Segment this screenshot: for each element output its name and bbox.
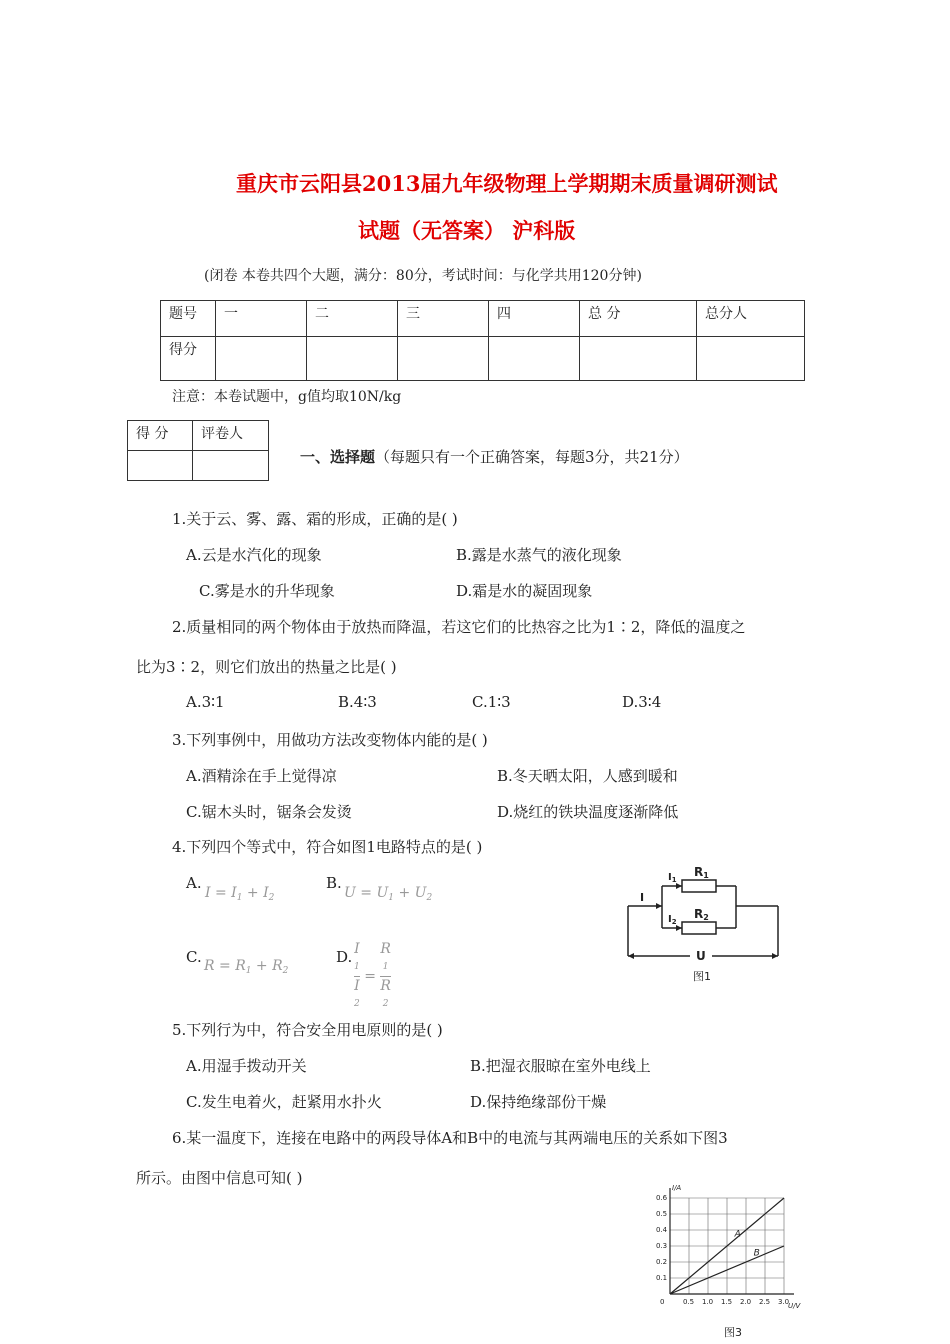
score-header-1: 一 (216, 301, 307, 337)
score-header-grader: 总分人 (697, 301, 805, 337)
section-1-heading (300, 446, 689, 467)
title-line-2: 试题（无答案） 沪科版 (358, 218, 576, 243)
resistor-r1 (682, 880, 716, 892)
q6-stem-line-2: 所示。由图中信息可知( ) (136, 1169, 303, 1187)
q5-stem: 5.下列行为中，符合安全用电原则的是( ) (172, 1021, 443, 1039)
x-tick-label: 0.5 (683, 1298, 695, 1306)
arrow-icon (656, 903, 662, 909)
q5-option-a: A.用湿手拨动开关 (186, 1057, 307, 1075)
y-tick-label: 0.6 (656, 1194, 668, 1202)
arrow-icon (676, 925, 682, 931)
q3-stem: 3.下列事例中，用做功方法改变物体内能的是( ) (172, 731, 488, 749)
q4-stem: 4.下列四个等式中，符合如图1电路特点的是( ) (172, 838, 483, 856)
x-tick-label: 3.0 (778, 1298, 790, 1306)
q2-option-c: C.1∶3 (472, 693, 511, 711)
q4-option-c-label: C. (186, 948, 202, 966)
score-row-label: 得分 (161, 337, 216, 381)
grader-table (127, 420, 269, 481)
figure-3-caption: 图3 (724, 1326, 742, 1338)
q4-formula-a: $I = I_1 + I_2$ (205, 885, 275, 903)
x-axis-label: U/V (788, 1302, 801, 1310)
section-1-title: 一、选择题 (300, 448, 376, 466)
arrow-icon (772, 953, 778, 959)
series-label-a: A (734, 1229, 741, 1240)
score-header-3: 三 (398, 301, 489, 337)
score-header-4: 四 (489, 301, 580, 337)
score-header-total: 总 分 (580, 301, 697, 337)
q4-formula-d: I 1 I 2 = R 1 R 2 (354, 940, 391, 1013)
q2-option-a: A.3∶1 (186, 693, 225, 711)
y-tick-label: 0.1 (656, 1274, 668, 1282)
q4-formula-b: $U = U_1 + U_2$ (344, 885, 433, 903)
q1-option-d: D.霜是水的凝固现象 (456, 582, 593, 600)
label-r1: R1 (694, 865, 709, 880)
x-tick-label: 2.5 (759, 1298, 771, 1306)
series-label-b: B (753, 1248, 760, 1259)
label-i: I (640, 891, 645, 904)
q3-option-c: C.锯木头时，锯条会发烫 (186, 803, 352, 821)
label-i1: $I_1$ (668, 872, 677, 884)
q5-option-c: C.发生电着火，赶紧用水扑火 (186, 1093, 382, 1111)
y-tick-label: 0.4 (656, 1226, 668, 1234)
grader-score-header: 得 分 (128, 421, 193, 451)
origin-label: 0 (660, 1298, 665, 1306)
section-1-desc: （每题只有一个正确答案，每题3分，共21分） (375, 448, 689, 466)
score-cell (398, 337, 489, 381)
x-tick-label: 2.0 (740, 1298, 752, 1306)
y-axis-label: I/A (672, 1184, 682, 1192)
title-line-1: 重庆市云阳县2013届九年级物理上学期期末质量调研测试 (236, 171, 778, 196)
label-i2: $I_2$ (668, 914, 677, 926)
q4-option-d-label: D. (336, 948, 353, 966)
arrow-icon (628, 953, 634, 959)
q2-option-d: D.3∶4 (622, 693, 662, 711)
exam-info: (闭卷 本卷共四个大题，满分：80分，考试时间：与化学共用120分钟) (204, 268, 642, 284)
score-cell (307, 337, 398, 381)
score-header-2: 二 (307, 301, 398, 337)
y-tick-label: 0.5 (656, 1210, 668, 1218)
arrow-icon (676, 883, 682, 889)
label-r2: R2 (694, 907, 709, 922)
score-cell (216, 337, 307, 381)
label-u: U (696, 949, 706, 963)
q4-option-b-label: B. (326, 874, 342, 892)
score-cell (580, 337, 697, 381)
score-header-number: 题号 (161, 301, 216, 337)
y-tick-label: 0.3 (656, 1242, 668, 1250)
score-cell (489, 337, 580, 381)
q1-option-b: B.露是水蒸气的液化现象 (456, 546, 622, 564)
q4-formula-c: $R = R_1 + R_2$ (204, 958, 289, 976)
q6-stem-line-1: 6.某一温度下，连接在电路中的两段导体A和B中的电流与其两端电压的关系如下图3 (172, 1129, 728, 1147)
q3-option-d: D.烧红的铁块温度逐渐降低 (497, 803, 679, 821)
grader-name-header: 评卷人 (193, 421, 269, 451)
figure-1-caption: 图1 (693, 970, 711, 983)
resistor-r2 (682, 922, 716, 934)
q3-option-a: A.酒精涂在手上觉得凉 (186, 767, 337, 785)
q2-stem-line-1: 2.质量相同的两个物体由于放热而降温，若这它们的比热容之比为1∶2，降低的温度之 (172, 618, 746, 636)
figure-1-circuit (620, 860, 790, 990)
score-cell (697, 337, 805, 381)
note: 注意：本卷试题中，g值均取10N/kg (172, 389, 402, 405)
q5-option-d: D.保持绝缘部份干燥 (470, 1093, 607, 1111)
q2-stem-line-2: 比为3∶2，则它们放出的热量之比是( ) (136, 658, 397, 676)
grader-name-cell (193, 451, 269, 481)
y-tick-label: 0.2 (656, 1258, 668, 1266)
q4-option-a-label: A. (186, 874, 202, 892)
q2-option-b: B.4∶3 (338, 693, 377, 711)
q1-option-c: C.雾是水的升华现象 (199, 582, 335, 600)
q5-option-b: B.把湿衣服晾在室外电线上 (470, 1057, 651, 1075)
x-tick-label: 1.0 (702, 1298, 714, 1306)
grader-score-cell (128, 451, 193, 481)
q1-stem: 1.关于云、雾、露、霜的形成，正确的是( ) (172, 510, 458, 528)
q3-option-b: B.冬天晒太阳，人感到暖和 (497, 767, 678, 785)
figure-3-chart (640, 1178, 820, 1338)
q1-option-a: A.云是水汽化的现象 (186, 546, 322, 564)
x-tick-label: 1.5 (721, 1298, 733, 1306)
score-table (160, 300, 805, 381)
